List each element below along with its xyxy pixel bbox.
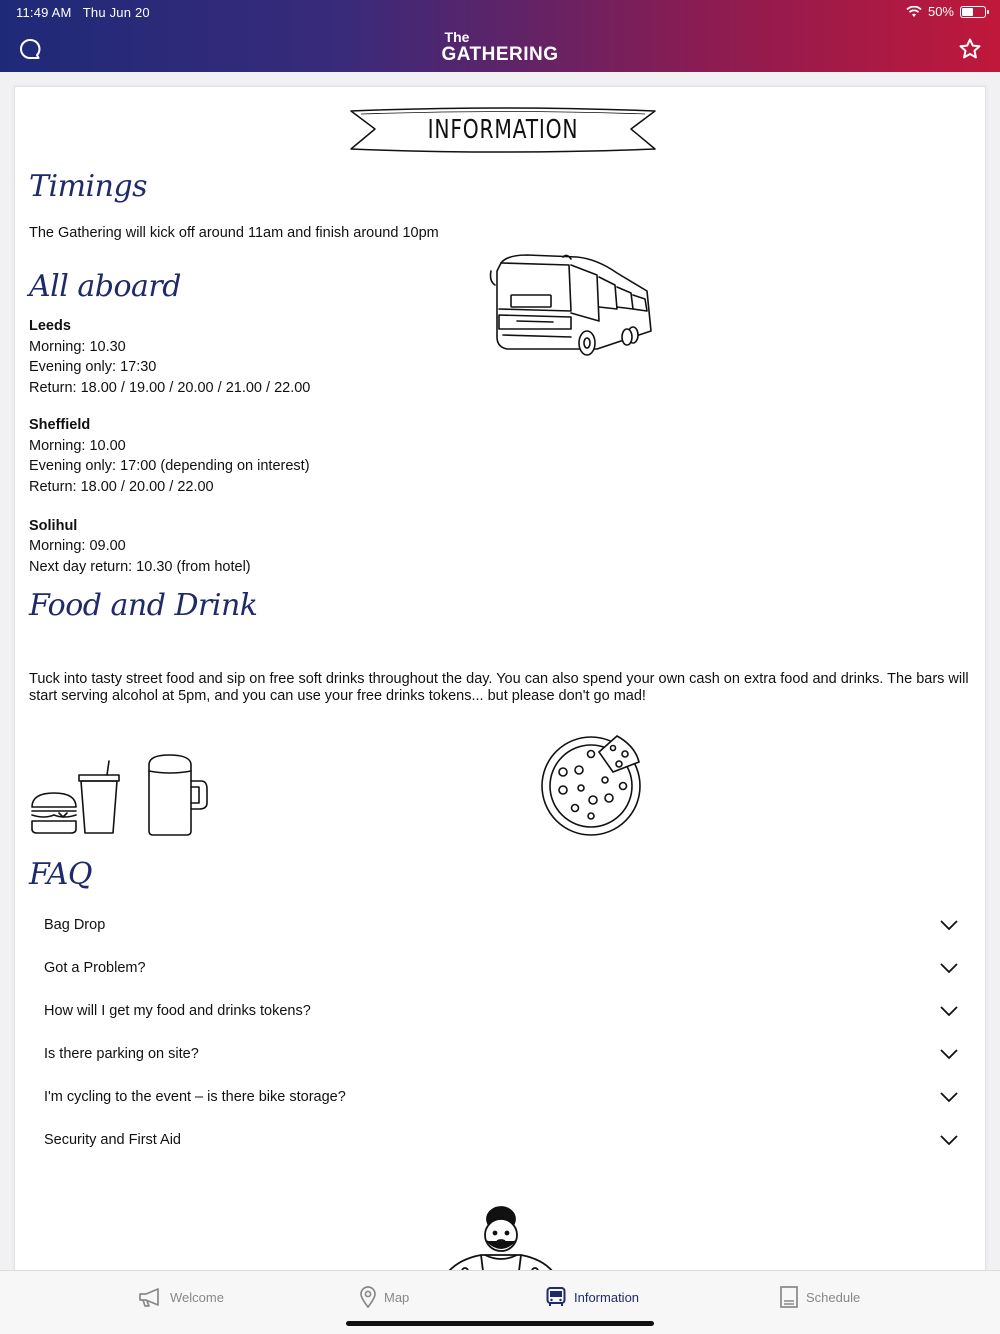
leeds-title: Leeds [29, 318, 71, 334]
bus-icon [546, 1286, 566, 1308]
solihul-title: Solihul [29, 518, 78, 534]
battery-icon [960, 6, 986, 18]
tab-label: Welcome [170, 1289, 224, 1305]
megaphone-icon [138, 1287, 162, 1307]
tab-label: Map [384, 1289, 410, 1305]
banner-title: INFORMATION [427, 115, 579, 145]
faq-item-got-a-problem[interactable] [29, 948, 959, 991]
information-banner [347, 105, 659, 155]
chevron-down-icon [939, 915, 959, 935]
faq-question: I'm cycling to the event – is there bike storage? [44, 1089, 346, 1105]
battery-fill [962, 8, 973, 16]
timings-heading: Timings [29, 169, 148, 204]
chevron-down-icon [939, 1044, 959, 1064]
logo-the: The [444, 29, 470, 45]
bus-illustration-icon [487, 251, 657, 361]
tab-welcome[interactable] [138, 1285, 224, 1309]
wifi-icon [906, 6, 922, 18]
status-date: Thu Jun 20 [82, 5, 150, 20]
status-bar-right [906, 4, 986, 19]
chevron-down-icon [939, 1001, 959, 1021]
status-bar-time [16, 5, 150, 20]
solihul-line-return: Next day return: 10.30 (from hotel) [29, 559, 251, 575]
chevron-down-icon [939, 1130, 959, 1150]
home-indicator[interactable] [346, 1321, 654, 1326]
app-header [0, 0, 1000, 72]
star-icon [958, 37, 982, 61]
tab-label: Information [574, 1289, 640, 1305]
food-heading: Food and Drink [29, 588, 258, 623]
leeds-line-return: Return: 18.00 / 19.00 / 20.00 / 21.00 / 22.00 [29, 380, 311, 396]
leeds-line-morning: Morning: 10.30 [29, 339, 126, 355]
tab-information[interactable] [546, 1285, 639, 1309]
sheffield-line-morning: Morning: 10.00 [29, 438, 126, 454]
chevron-down-icon [939, 1087, 959, 1107]
faq-question: Is there parking on site? [44, 1046, 199, 1062]
faq-heading: FAQ [29, 857, 92, 892]
schedule-icon [780, 1286, 798, 1308]
information-card [14, 86, 986, 1286]
faq-item-bag-drop[interactable] [29, 905, 959, 948]
tab-map[interactable] [360, 1285, 409, 1309]
sheffield-line-evening: Evening only: 17:00 (depending on interest) [29, 458, 310, 474]
sheffield-line-return: Return: 18.00 / 20.00 / 22.00 [29, 479, 214, 495]
faq-question: Security and First Aid [44, 1132, 181, 1148]
leeds-line-evening: Evening only: 17:30 [29, 359, 157, 375]
faq-item-parking[interactable] [29, 1034, 959, 1077]
map-pin-icon [360, 1286, 376, 1308]
status-time: 11:49 AM [16, 5, 72, 20]
chevron-down-icon [939, 958, 959, 978]
battery-percent: 50% [927, 4, 954, 19]
faq-item-security[interactable] [29, 1120, 959, 1163]
faq-item-tokens[interactable] [29, 991, 959, 1034]
sheffield-title: Sheffield [29, 417, 91, 433]
faq-question: Got a Problem? [44, 960, 146, 976]
app-logo [0, 30, 1000, 64]
logo-main: GATHERING [441, 44, 559, 65]
burger-drink-beer-illustration-icon [29, 751, 214, 837]
favourite-button[interactable] [955, 34, 985, 64]
timings-text: The Gathering will kick off around 11am and finish around 10pm [29, 225, 439, 241]
pizza-illustration-icon [539, 732, 645, 836]
food-text: Tuck into tasty street food and sip on free soft drinks throughout the day. You can also spend your own cash on extra food and drinks. The bars will start serving alcohol at 5pm, and you can use your free drinks tokens... but please don't go mad! [29, 671, 969, 704]
solihul-line-morning: Morning: 09.00 [29, 538, 126, 554]
faq-question: How will I get my food and drinks tokens? [44, 1003, 311, 1019]
aboard-heading: All aboard [29, 269, 181, 304]
faq-item-bike-storage[interactable] [29, 1077, 959, 1120]
tab-label: Schedule [806, 1289, 861, 1305]
tab-schedule[interactable] [780, 1285, 860, 1309]
faq-question: Bag Drop [44, 917, 106, 933]
